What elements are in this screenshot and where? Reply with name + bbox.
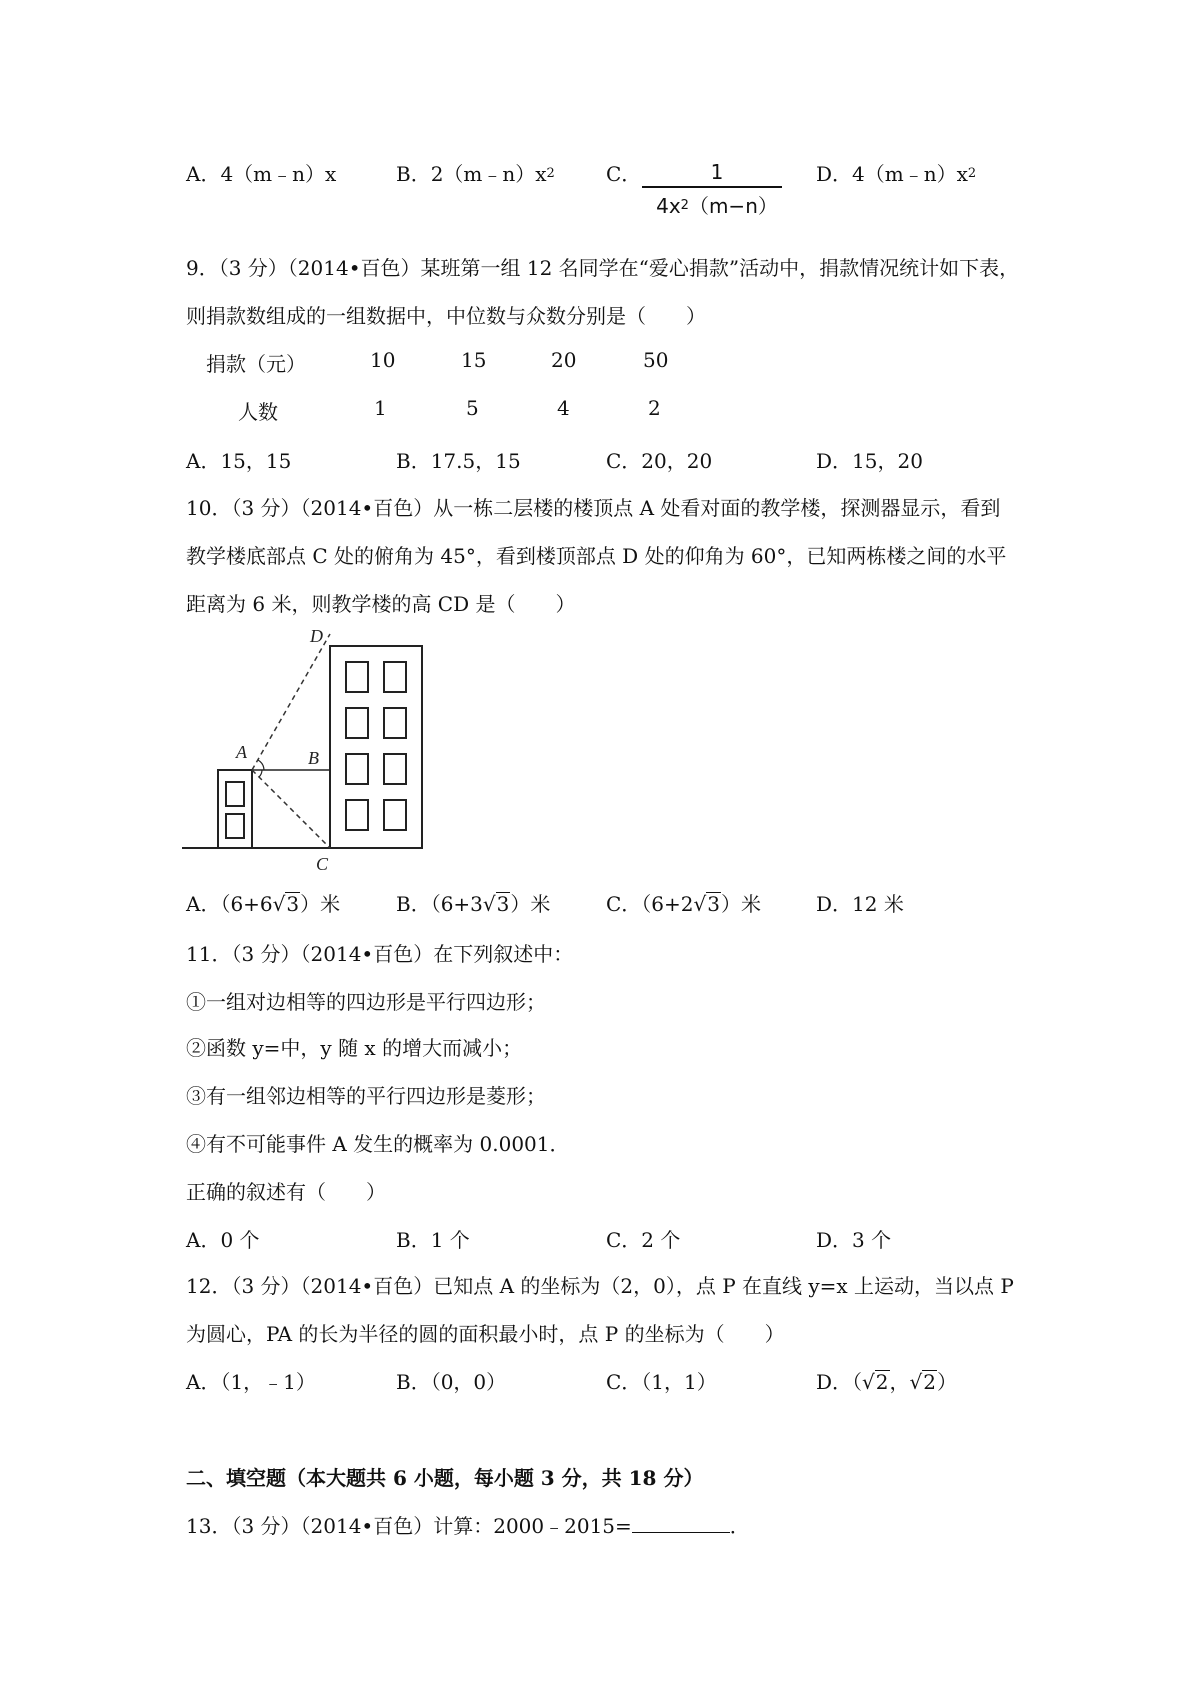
q12-option-d-radicand-1: 2 xyxy=(875,1370,889,1394)
q11-option-c: C．2 个 xyxy=(606,1228,681,1252)
table-cell: 2 xyxy=(648,396,661,420)
q9-option-d: D．15，20 xyxy=(816,449,923,473)
q12-option-a: A．（1，﹣1） xyxy=(186,1370,316,1394)
q8-option-d-exponent: 2 xyxy=(967,166,977,181)
q12-option-c: C．（1，1） xyxy=(606,1370,717,1394)
window xyxy=(346,662,368,692)
q10-option-c-post: ）米 xyxy=(721,892,761,916)
window xyxy=(346,708,368,738)
q10-option-a xyxy=(186,888,340,917)
q9-stem-line2: 则捐款数组成的一组数据中，中位数与众数分别是（ ） xyxy=(186,304,706,328)
q12-option-d-pre: D．（ xyxy=(816,1370,863,1394)
q8-option-c-den-exponent: 2 xyxy=(680,198,689,213)
q9-stem-line1: 9．（3 分）（2014•百色）某班第一组 12 名同学在“爱心捐款”活动中，捐款情况统计如下表， xyxy=(186,256,1020,280)
q13-stem xyxy=(186,1510,750,1539)
q8-option-b xyxy=(396,158,555,187)
q10-option-a-pre: A．（6+6 xyxy=(186,892,273,916)
q11-statement-3: ③有一组邻边相等的平行四边形是菱形； xyxy=(186,1084,546,1108)
sqrt-sign: √ xyxy=(862,1370,875,1394)
label-c: C xyxy=(316,854,329,874)
table-cell: 5 xyxy=(466,396,479,420)
q11-option-b: B．1 个 xyxy=(396,1228,470,1252)
teaching-building xyxy=(330,646,422,848)
label-a: A xyxy=(236,742,247,762)
q10-option-c xyxy=(606,888,761,917)
q12-option-b: B．（0，0） xyxy=(396,1370,507,1394)
q11-statement-4: ④有不可能事件 A 发生的概率为 0.0001． xyxy=(186,1132,570,1156)
q8-option-d xyxy=(816,158,976,187)
q12-option-d-radicand-2: 2 xyxy=(923,1370,937,1394)
q10-stem-line2: 教学楼底部点 C 处的俯角为 45°，看到楼顶部点 D 处的仰角为 60°，已知两栋楼之间的水平 xyxy=(186,544,1007,568)
q9-option-a: A．15，15 xyxy=(186,449,292,473)
q9-option-b: B．17.5，15 xyxy=(396,449,521,473)
q8-option-d-text: D．4（m﹣n）x xyxy=(816,162,968,186)
q10-option-b-radicand: 3 xyxy=(496,892,510,916)
window xyxy=(384,708,406,738)
table-cell: 10 xyxy=(370,348,396,372)
q10-stem-line1: 10．（3 分）（2014•百色）从一栋二层楼的楼顶点 A 处看对面的教学楼，探测器显示，看到 xyxy=(186,496,1001,520)
window xyxy=(384,662,406,692)
label-d: D xyxy=(310,626,323,646)
q10-option-a-post: ）米 xyxy=(300,892,341,916)
q10-stem-line3: 距离为 6 米，则教学楼的高 CD 是（ ） xyxy=(186,592,576,616)
q10-option-c-pre: C．（6+2 xyxy=(606,892,694,916)
angle-arc-elevation xyxy=(258,760,264,770)
q8-option-c-numerator: 1 xyxy=(710,160,724,184)
q12-stem-line2: 为圆心，PA 的长为半径的圆的面积最小时，点 P 的坐标为（ ） xyxy=(186,1322,785,1346)
q12-option-d xyxy=(816,1366,957,1395)
table-row1-label: 捐款（元） xyxy=(206,352,306,376)
buildings-figure xyxy=(180,620,450,880)
table-cell: 50 xyxy=(643,348,669,372)
window xyxy=(346,800,368,830)
window xyxy=(384,800,406,830)
q12-stem-line1: 12．（3 分）（2014•百色）已知点 A 的坐标为（2，0），点 P 在直线 y=x 上运动，当以点 P xyxy=(186,1274,1014,1298)
label-b: B xyxy=(308,748,319,768)
q12-option-d-separator: ， xyxy=(889,1370,910,1394)
q11-option-d: D．3 个 xyxy=(816,1228,892,1252)
sightline-ac xyxy=(252,770,330,848)
sqrt-sign: √ xyxy=(482,892,496,916)
fraction-bar xyxy=(642,186,782,188)
q11-prompt: 正确的叙述有（ ） xyxy=(186,1180,386,1204)
angle-arc-depression xyxy=(259,770,262,777)
table-cell: 4 xyxy=(557,396,570,420)
q11-statement-1: ①一组对边相等的四边形是平行四边形； xyxy=(186,990,546,1014)
q8-option-c-den-base: 4x xyxy=(656,194,681,218)
sqrt-sign: √ xyxy=(693,892,707,916)
q10-option-a-radicand: 3 xyxy=(286,892,300,916)
q10-option-c-radicand: 3 xyxy=(707,892,720,916)
section-heading: 二、填空题（本大题共 6 小题，每小题 3 分，共 18 分） xyxy=(186,1466,704,1490)
q8-option-c-denominator xyxy=(642,190,792,219)
sqrt-sign: √ xyxy=(272,892,286,916)
window xyxy=(346,754,368,784)
q10-option-d: D．12 米 xyxy=(816,892,904,916)
table-cell: 1 xyxy=(374,396,387,420)
q10-option-b-post: ）米 xyxy=(510,892,551,916)
window xyxy=(226,814,244,838)
window xyxy=(226,782,244,806)
q13-end: ． xyxy=(729,1514,750,1538)
q8-option-b-text: B．2（m﹣n）x xyxy=(396,162,547,186)
table-cell: 15 xyxy=(461,348,487,372)
q8-option-c-fraction xyxy=(642,160,792,219)
table-cell: 20 xyxy=(551,348,577,372)
sqrt-sign: √ xyxy=(909,1370,923,1394)
q8-option-c-den-factor: （m−n） xyxy=(688,194,778,218)
q8-option-a: A．4（m﹣n）x xyxy=(186,162,337,186)
table-row2-label: 人数 xyxy=(238,400,278,424)
q8-option-c-label: C． xyxy=(606,162,642,186)
q11-statement-2: ②函数 y=中，y 随 x 的增大而减小； xyxy=(186,1036,523,1060)
q10-option-b xyxy=(396,888,550,917)
q10-option-b-pre: B．（6+3 xyxy=(396,892,483,916)
q11-stem: 11．（3 分）（2014•百色）在下列叙述中： xyxy=(186,942,574,966)
answer-blank[interactable] xyxy=(632,1514,730,1533)
q9-option-c: C．20，20 xyxy=(606,449,713,473)
q8-option-b-exponent: 2 xyxy=(546,166,555,181)
q13-text: 13．（3 分）（2014•百色）计算：2000﹣2015= xyxy=(186,1514,632,1538)
window xyxy=(384,754,406,784)
q11-option-a: A．0 个 xyxy=(186,1228,260,1252)
q12-option-d-post: ） xyxy=(937,1370,958,1394)
